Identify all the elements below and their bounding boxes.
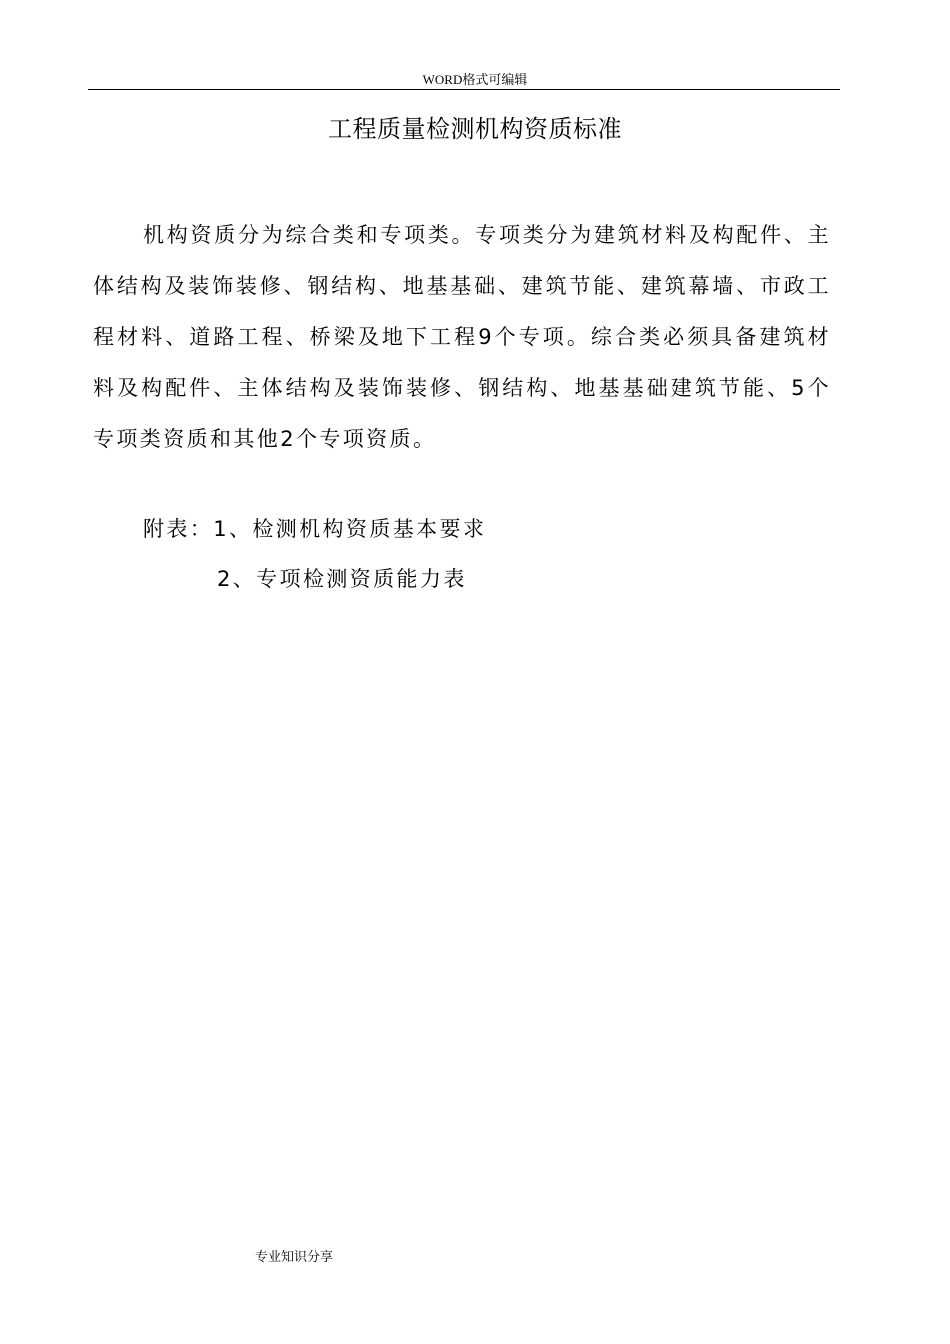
appendix-item-1: 附表：1、检测机构资质基本要求	[143, 517, 487, 541]
page-header: WORD格式可编辑	[422, 72, 528, 87]
appendix-item-2: 2、专项检测资质能力表	[217, 567, 467, 591]
document-title: 工程质量检测机构资质标准	[328, 115, 622, 143]
header-divider	[88, 89, 840, 90]
body-paragraph: 机构资质分为综合类和专项类。专项类分为建筑材料及构配件、主体结构及装饰装修、钢结构、地基基础、建筑节能、建筑幕墙、市政工程材料、道路工程、桥梁及地下工程9个专项。综合类必须具备建筑材料及构配件、主体结构及装饰装修、钢结构、地基基础建筑节能、5个专项类资质和其他2个专项资质。	[93, 223, 831, 451]
page-footer: 专业知识分享	[255, 1249, 334, 1264]
